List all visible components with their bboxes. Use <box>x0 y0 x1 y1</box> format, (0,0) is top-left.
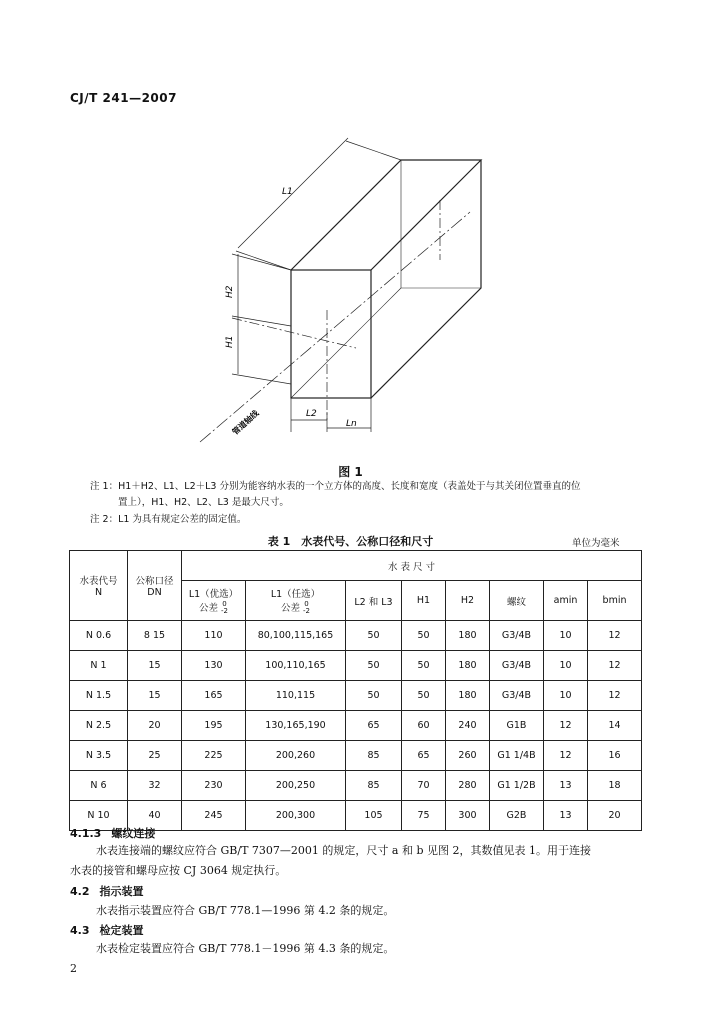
table-cell: 60 <box>402 711 446 741</box>
table-cell: G3/4B <box>490 651 544 681</box>
table-cell: 15 <box>128 681 182 711</box>
table-cell: 8 15 <box>128 621 182 651</box>
table-cell: 13 <box>544 771 588 801</box>
table-row <box>70 651 642 681</box>
table-cell: 12 <box>588 651 642 681</box>
table-cell: N 3.5 <box>70 741 128 771</box>
note-1-line-1: 注 1：H1＋H2、L1、L2＋L3 分别为能容纳水表的一个立方体的高度、长度和宽度（表盖处于与其关闭位置垂直的位 <box>90 481 581 492</box>
box-top-edges <box>291 160 481 270</box>
header-group: 水 表 尺 寸 <box>182 551 642 581</box>
table-cell: 200,260 <box>246 741 346 771</box>
header-h1: H1 <box>402 581 446 621</box>
section-4-3-para: 水表检定装置应符合 GB/T 778.1－1996 第 4.3 条的规定。 <box>96 942 395 955</box>
table-cell: 16 <box>588 741 642 771</box>
table-cell: N 1.5 <box>70 681 128 711</box>
box-front-face <box>291 270 371 398</box>
section-4-2-para: 水表指示装置应符合 GB/T 778.1—1996 第 4.2 条的规定。 <box>96 904 395 917</box>
table-title: 表 1 水表代号、公称口径和尺寸 <box>267 535 434 548</box>
table-cell: 110,115 <box>246 681 346 711</box>
table-cell: G1 1/2B <box>490 771 544 801</box>
table-cell: 180 <box>446 681 490 711</box>
table-cell: 240 <box>446 711 490 741</box>
table-cell: G1 1/4B <box>490 741 544 771</box>
section-4-2-heading: 4.2 指示装置 <box>70 885 144 898</box>
header-code: 水表代号 N <box>70 551 128 621</box>
table-cell: 245 <box>182 801 246 831</box>
table-cell: 200,250 <box>246 771 346 801</box>
table-cell: N 1 <box>70 651 128 681</box>
label-h2: H2 <box>225 285 235 298</box>
table-cell: 20 <box>128 711 182 741</box>
header-l1-optional: L1（任选） 公差 0 -2 <box>246 581 346 621</box>
dimensions-table <box>69 550 642 831</box>
table-cell: G3/4B <box>490 681 544 711</box>
table-row <box>70 711 642 741</box>
table-cell: 225 <box>182 741 246 771</box>
figure-1-diagram <box>0 0 701 470</box>
table-cell: 50 <box>402 681 446 711</box>
table-cell: 50 <box>346 621 402 651</box>
header-l2-l3: L2 和 L3 <box>346 581 402 621</box>
standard-code: CJ/T 241—2007 <box>70 91 177 105</box>
table-cell: 280 <box>446 771 490 801</box>
table-cell: 85 <box>346 771 402 801</box>
table-cell: G2B <box>490 801 544 831</box>
figure-title: 图 1 <box>338 465 363 479</box>
table-cell: 200,300 <box>246 801 346 831</box>
pipeline-axis-line <box>200 212 470 442</box>
table-cell: 260 <box>446 741 490 771</box>
table-cell: 12 <box>588 681 642 711</box>
table-cell: 25 <box>128 741 182 771</box>
header-thread: 螺纹 <box>490 581 544 621</box>
table-cell: 230 <box>182 771 246 801</box>
table-cell: 13 <box>544 801 588 831</box>
table-row <box>70 771 642 801</box>
table-cell: 10 <box>544 621 588 651</box>
header-h2: H2 <box>446 581 490 621</box>
table-cell: N 0.6 <box>70 621 128 651</box>
table-unit: 单位为毫米 <box>572 538 620 549</box>
table-cell: 100,110,165 <box>246 651 346 681</box>
table-cell: 130 <box>182 651 246 681</box>
table-row <box>70 621 642 651</box>
table-cell: N 6 <box>70 771 128 801</box>
note-1-line-2: 置上），H1、H2、L2、L3 是最大尺寸。 <box>118 497 289 508</box>
table-cell: 18 <box>588 771 642 801</box>
table-cell: 12 <box>588 621 642 651</box>
table-cell: 110 <box>182 621 246 651</box>
label-h1: H1 <box>225 335 235 348</box>
label-pipeline-axis: 管道轴线 <box>230 408 261 437</box>
table-cell: 85 <box>346 741 402 771</box>
box-right-edges <box>371 160 481 398</box>
table-cell: 180 <box>446 621 490 651</box>
header-dn: 公称口径 DN <box>128 551 182 621</box>
section-4-1-3-para-1: 水表连接端的螺纹应符合 GB/T 7307—2001 的规定，尺寸 a 和 b 见图 2，其数值见表 1。用于连接 <box>96 844 591 857</box>
table-cell: 300 <box>446 801 490 831</box>
table-cell: 32 <box>128 771 182 801</box>
table-cell: 50 <box>346 651 402 681</box>
table-cell: 20 <box>588 801 642 831</box>
table-cell: G3/4B <box>490 621 544 651</box>
section-4-1-3-para-2: 水表的接管和螺母应按 CJ 3064 规定执行。 <box>70 864 287 877</box>
table-cell: 14 <box>588 711 642 741</box>
table-cell: 15 <box>128 651 182 681</box>
label-ln: Ln <box>346 419 357 429</box>
page-number: 2 <box>70 962 77 975</box>
table-cell: 10 <box>544 651 588 681</box>
table-row <box>70 741 642 771</box>
note-2: 注 2：L1 为具有规定公差的固定值。 <box>90 514 247 525</box>
table-cell: 165 <box>182 681 246 711</box>
section-4-3-heading: 4.3 检定装置 <box>70 924 144 937</box>
table-cell: 12 <box>544 711 588 741</box>
table-row <box>70 681 642 711</box>
table-cell: G1B <box>490 711 544 741</box>
table-cell: 50 <box>346 681 402 711</box>
table-cell: 105 <box>346 801 402 831</box>
table-cell: 180 <box>446 651 490 681</box>
label-l1: L1 <box>282 187 293 197</box>
table-cell: 75 <box>402 801 446 831</box>
table-cell: N 2.5 <box>70 711 128 741</box>
section-4-1-3-heading: 4.1.3 螺纹连接 <box>70 827 156 840</box>
table-cell: N 10 <box>70 801 128 831</box>
label-l2: L2 <box>306 409 317 419</box>
table-cell: 80,100,115,165 <box>246 621 346 651</box>
header-amin: amin <box>544 581 588 621</box>
table-cell: 50 <box>402 651 446 681</box>
table-cell: 12 <box>544 741 588 771</box>
table-cell: 65 <box>402 741 446 771</box>
table-cell: 40 <box>128 801 182 831</box>
table-cell: 70 <box>402 771 446 801</box>
table-cell: 130,165,190 <box>246 711 346 741</box>
table-cell: 195 <box>182 711 246 741</box>
header-l1-preferred: L1（优选） 公差 0 -2 <box>182 581 246 621</box>
table-cell: 10 <box>544 681 588 711</box>
header-bmin: bmin <box>588 581 642 621</box>
table-cell: 50 <box>402 621 446 651</box>
table-cell: 65 <box>346 711 402 741</box>
